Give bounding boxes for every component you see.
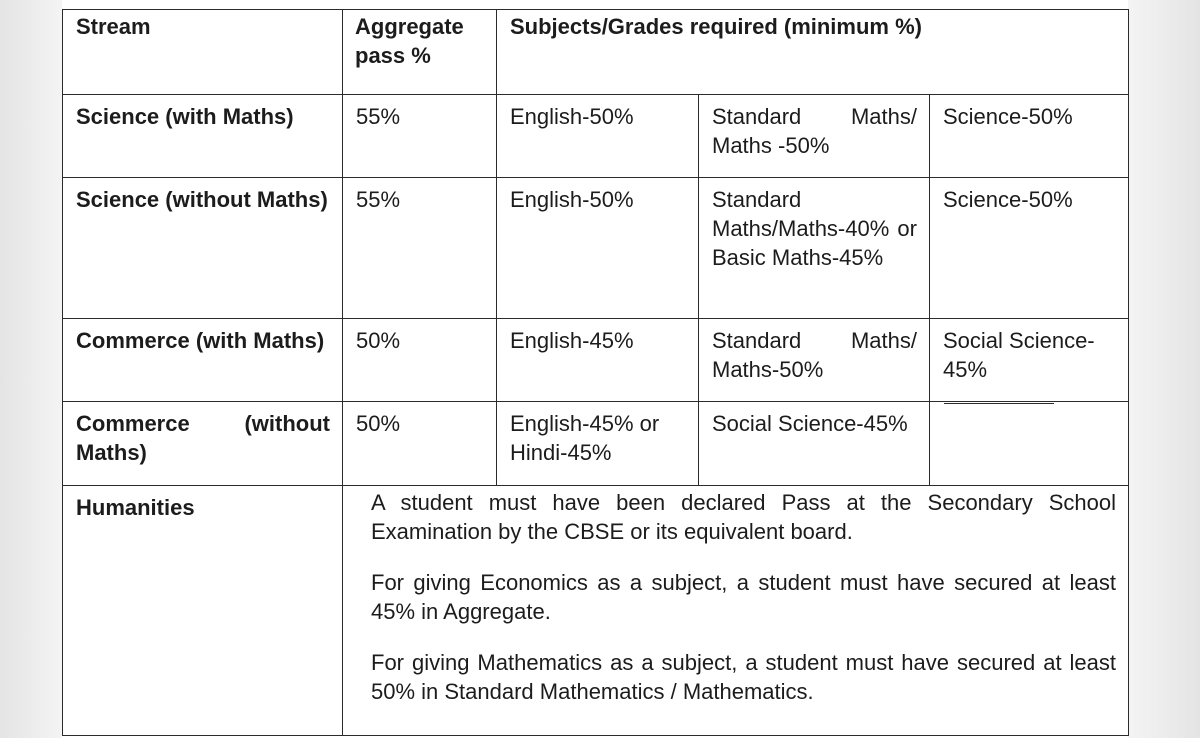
table-row (63, 402, 1129, 486)
aggregate-cell (343, 178, 497, 319)
stream-cell (63, 178, 343, 319)
header-aggregate: Aggregate pass % (355, 14, 464, 68)
page-margin-left (0, 0, 62, 738)
subject-cell (930, 178, 1129, 319)
subject-requirement: English-50% (510, 104, 634, 129)
aggregate-value: 50% (356, 328, 401, 353)
aggregate-cell (343, 402, 497, 486)
stream-cell (63, 486, 343, 736)
table-row (63, 178, 1129, 319)
blank-line (944, 403, 1054, 404)
subject-requirement: English-45% or Hindi-45% (510, 411, 660, 465)
stream-cell (63, 95, 343, 178)
header-stream: Stream (76, 14, 151, 39)
table-header-row (63, 10, 1129, 95)
subject-requirement: Standard Maths/ Maths -50% (712, 104, 917, 158)
subject-requirement: Standard Maths/Maths-40% or Basic Maths-45% (712, 187, 917, 270)
subject-cell (497, 178, 699, 319)
stream-name: Commerce (without Maths) (76, 411, 330, 465)
humanities-paragraph: A student must have been declared Pass at the Secondary School Examination by the CBSE or its equivalent board. (371, 490, 1117, 544)
subject-cell (699, 402, 930, 486)
subject-cell (497, 95, 699, 178)
subject-requirement: Social Science-45% (943, 328, 1095, 382)
humanities-details-cell (343, 486, 1129, 736)
aggregate-cell (343, 95, 497, 178)
table-row (63, 95, 1129, 178)
subject-cell (699, 319, 930, 402)
aggregate-value: 55% (356, 187, 401, 212)
header-aggregate-cell (343, 10, 497, 95)
header-subjects: Subjects/Grades required (minimum %) (510, 14, 922, 39)
subject-cell (699, 95, 930, 178)
subject-cell (930, 319, 1129, 402)
stream-name: Science (with Maths) (76, 104, 294, 129)
humanities-details (343, 486, 1128, 706)
page-margin-right (1128, 0, 1200, 738)
table-row (63, 319, 1129, 402)
subject-requirement: Social Science-45% (712, 411, 908, 436)
eligibility-table (62, 9, 1129, 736)
subject-requirement: English-50% (510, 187, 634, 212)
subject-requirement: Standard Maths/ Maths-50% (712, 328, 917, 382)
subject-cell (699, 178, 930, 319)
subject-cell (497, 319, 699, 402)
subject-requirement: English-45% (510, 328, 634, 353)
aggregate-value: 55% (356, 104, 401, 129)
subject-requirement: Science-50% (943, 187, 1073, 212)
aggregate-cell (343, 319, 497, 402)
stream-cell (63, 319, 343, 402)
stream-name: Humanities (76, 495, 195, 520)
subject-cell (930, 95, 1129, 178)
stream-name: Commerce (with Maths) (76, 328, 325, 353)
stream-cell (63, 402, 343, 486)
stream-name: Science (without Maths) (76, 187, 328, 212)
header-stream-cell (63, 10, 343, 95)
humanities-paragraph: For giving Mathematics as a subject, a student must have secured at least 50% in Standard Mathematics / Mathematics. (371, 650, 1117, 704)
humanities-row (63, 486, 1129, 736)
subject-cell (497, 402, 699, 486)
header-subjects-cell (497, 10, 1129, 95)
aggregate-value: 50% (356, 411, 401, 436)
humanities-paragraph: For giving Economics as a subject, a student must have secured at least 45% in Aggregate. (371, 570, 1117, 624)
subject-cell (930, 402, 1129, 486)
subject-requirement: Science-50% (943, 104, 1073, 129)
